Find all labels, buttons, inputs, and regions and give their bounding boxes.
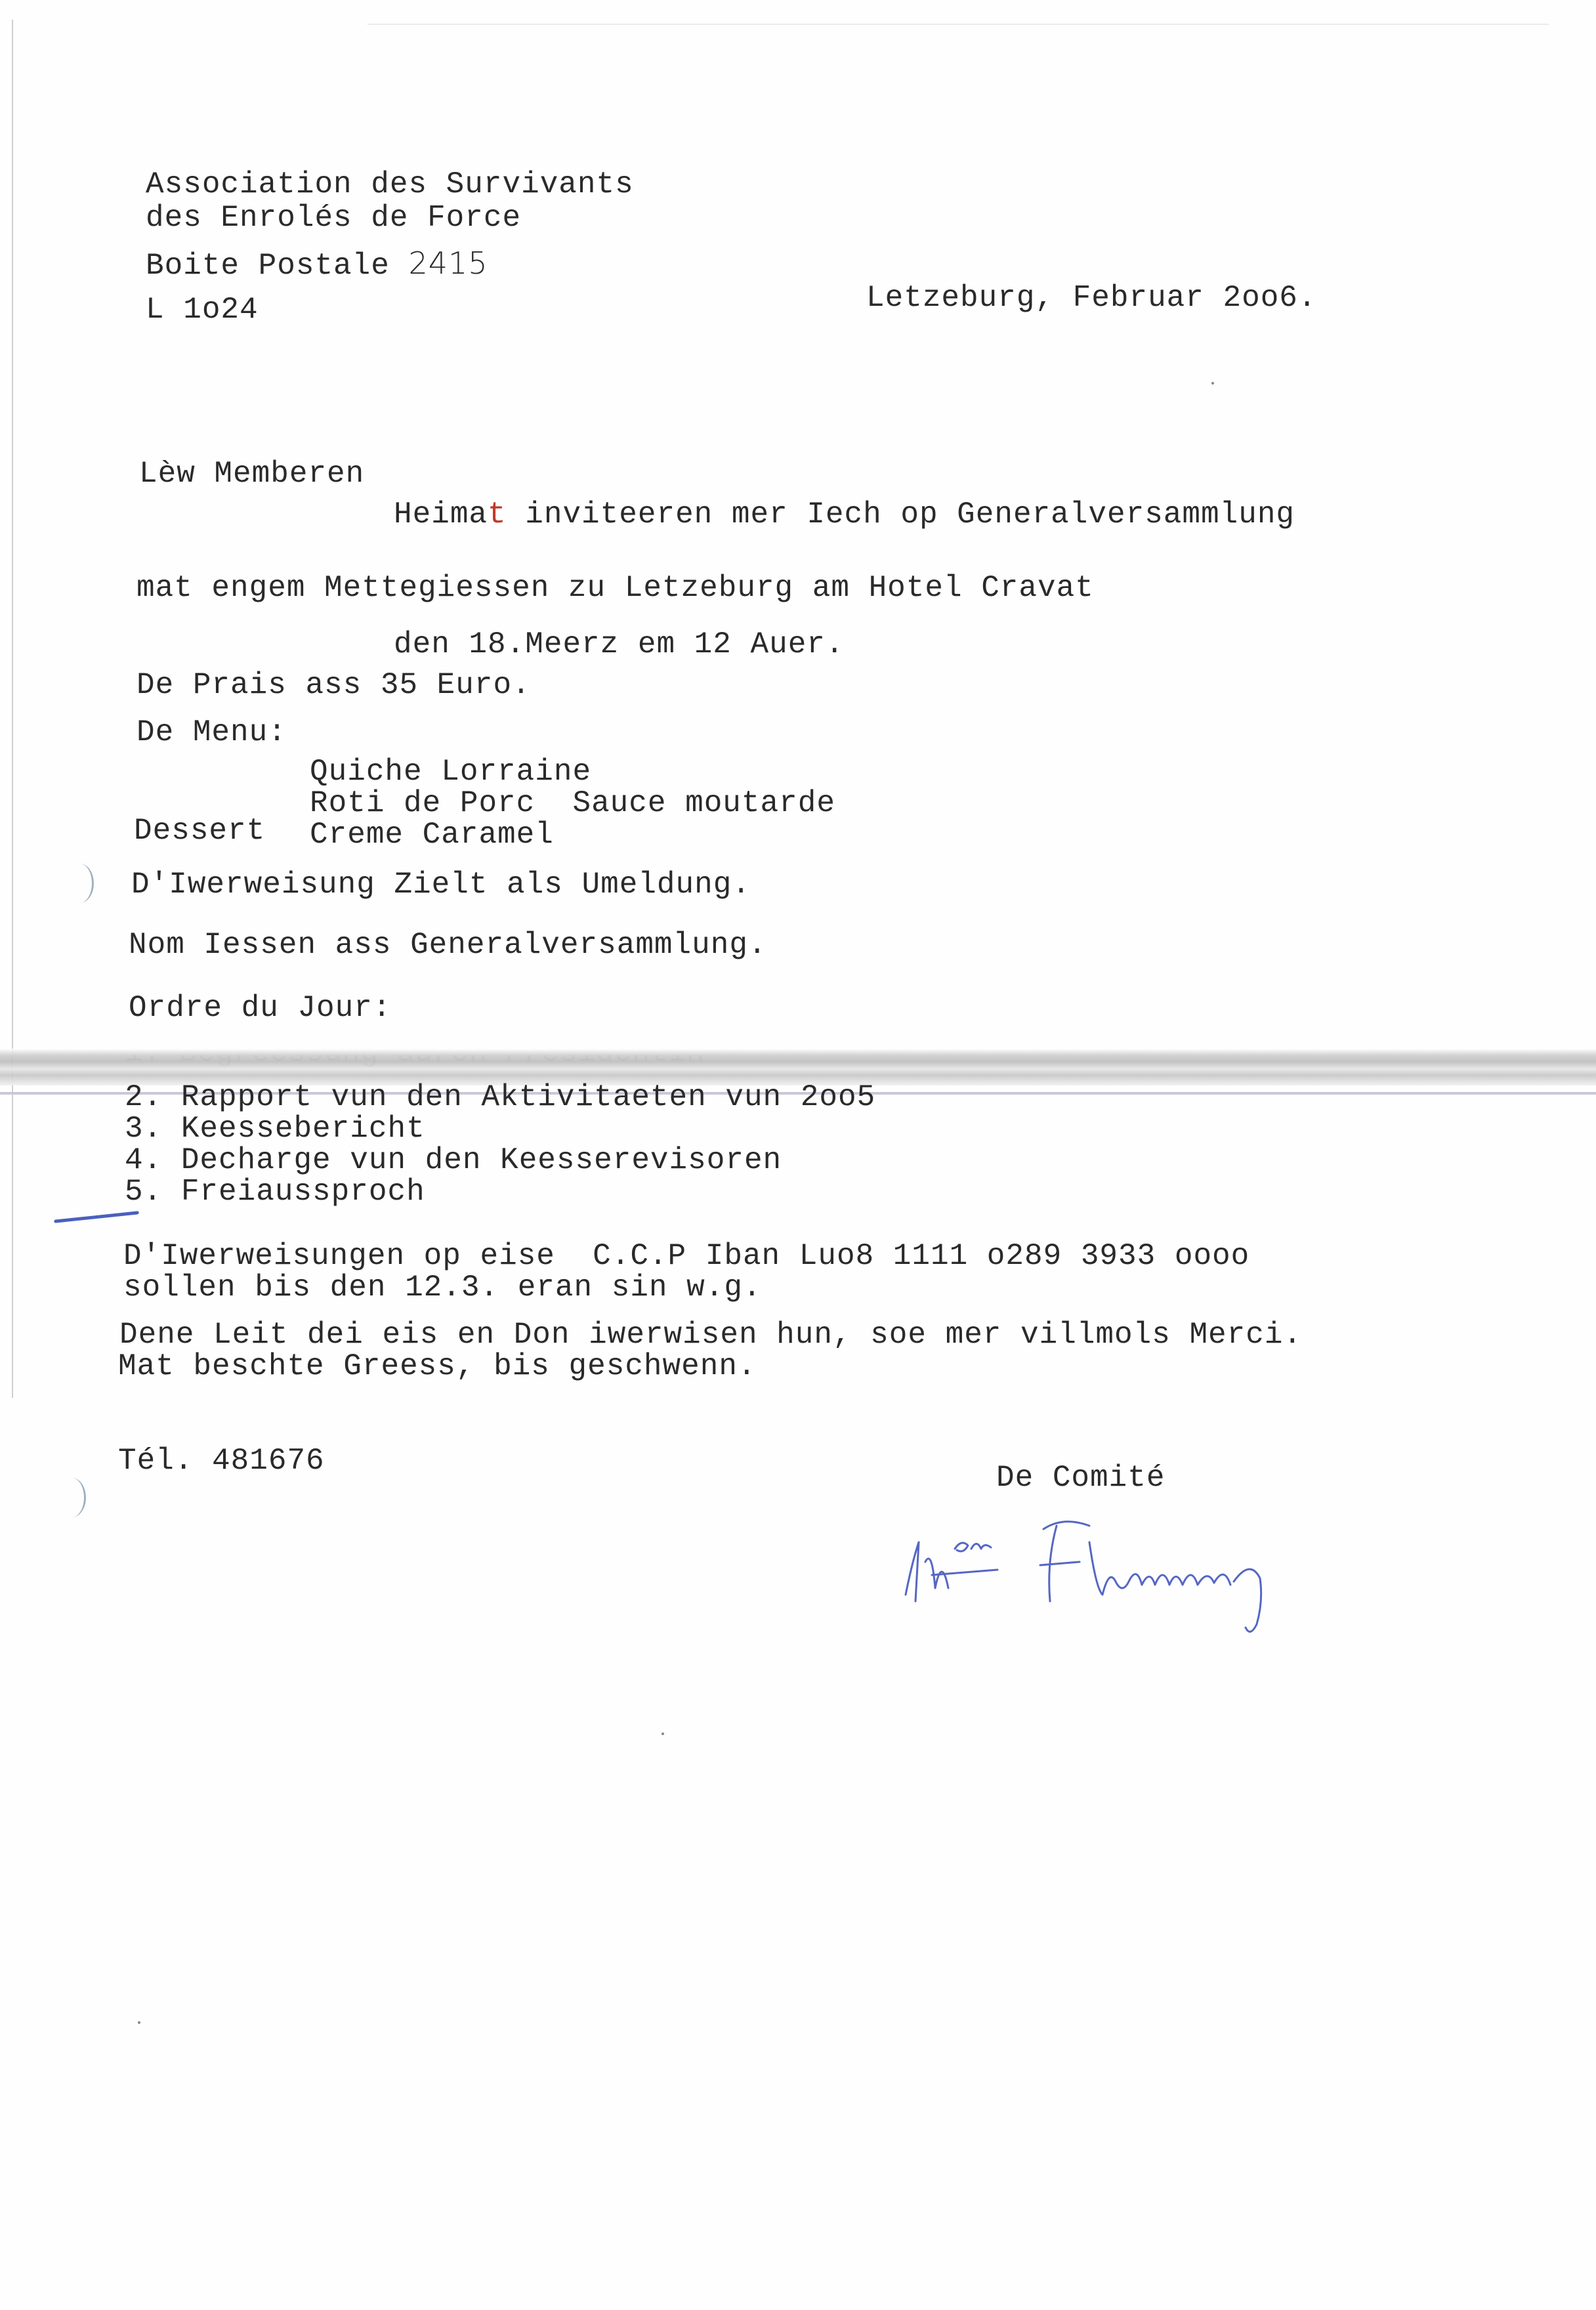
menu-item-3: Creme Caramel bbox=[310, 818, 554, 852]
phone-line: Tél. 481676 bbox=[118, 1444, 325, 1478]
invitation-line-1 bbox=[394, 497, 1295, 532]
invitation-line-2: mat engem Mettegiessen zu Letzeburg am Hotel Cravat bbox=[136, 571, 1094, 605]
payment-line-1: D'Iwerweisungen op eise C.C.P Iban Luo8 1111 o289 3933 oooo bbox=[123, 1239, 1250, 1273]
payment-line-2: sollen bis den 12.3. eran sin w.g. bbox=[123, 1270, 762, 1305]
agenda-item-4: 4. Decharge vun den Keesserevisoren bbox=[125, 1143, 782, 1177]
page-top-edge bbox=[368, 24, 1549, 25]
menu-heading: De Menu: bbox=[136, 715, 287, 749]
agenda-heading: Ordre du Jour: bbox=[129, 991, 392, 1025]
sender-line-2: des Enrolés de Force bbox=[146, 201, 522, 235]
page-left-edge bbox=[12, 20, 13, 1398]
menu-item-1: Quiche Lorraine bbox=[310, 755, 592, 789]
after-meal-note: Nom Iessen ass Generalversammlung. bbox=[129, 928, 767, 962]
postbox-number: 2415 bbox=[408, 245, 488, 281]
agenda-item-2: 2. Rapport vun den Aktivitaeten vun 2oo5 bbox=[125, 1080, 876, 1114]
price-line: De Prais ass 35 Euro. bbox=[136, 668, 531, 702]
salutation: Lèw Memberen bbox=[139, 457, 365, 491]
thanks-line-2: Mat beschte Greess, bis geschwenn. bbox=[118, 1349, 757, 1383]
sender-postbox bbox=[146, 246, 488, 283]
registration-note: D'Iwerweisung Zielt als Umeldung. bbox=[131, 868, 751, 902]
thanks-line-1: Dene Leit dei eis en Don iwerwisen hun, soe mer villmols Merci. bbox=[119, 1318, 1303, 1352]
sender-line-1: Association des Survivants bbox=[146, 167, 634, 201]
closing-comite: De Comité bbox=[996, 1461, 1166, 1495]
signature-drawing bbox=[892, 1503, 1365, 1647]
sender-postcode: L 1o24 bbox=[146, 293, 259, 327]
invitation-word-start: Heima bbox=[394, 497, 488, 532]
paper-speck bbox=[138, 2021, 140, 2024]
paper-speck bbox=[1211, 382, 1214, 385]
invitation-word-rest: inviteeren mer Iech op Generalversammlung bbox=[506, 497, 1295, 532]
date-line: Letzeburg, Februar 2oo6. bbox=[866, 281, 1317, 315]
menu-dessert-label: Dessert bbox=[134, 814, 266, 848]
agenda-item-5: 5. Freiaussproch bbox=[125, 1175, 425, 1209]
postbox-label: Boite Postale bbox=[146, 249, 409, 283]
menu-item-2: Roti de Porc Sauce moutarde bbox=[310, 786, 835, 820]
punch-hole-mark bbox=[66, 864, 94, 903]
invitation-red-letter: t bbox=[488, 497, 507, 532]
agenda-item-3: 3. Keessebericht bbox=[125, 1112, 425, 1146]
punch-hole-mark bbox=[58, 1478, 86, 1517]
invitation-line-3: den 18.Meerz em 12 Auer. bbox=[394, 627, 845, 662]
paper-speck bbox=[662, 1732, 664, 1735]
blue-pen-mark bbox=[54, 1211, 139, 1223]
